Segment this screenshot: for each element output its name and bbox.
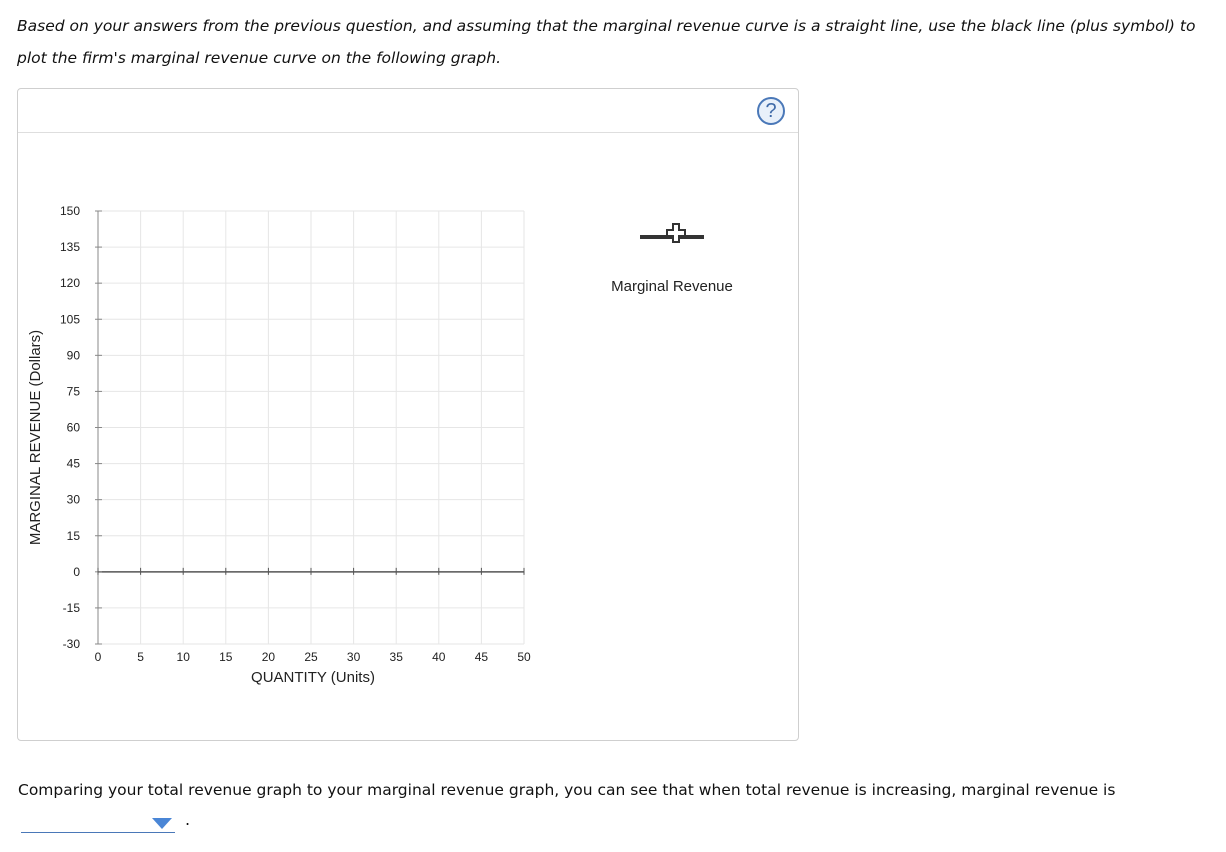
x-axis-title: QUANTITY (Units) bbox=[251, 669, 375, 686]
y-tick-label: 45 bbox=[66, 456, 80, 471]
x-tick-label: 10 bbox=[176, 650, 190, 664]
x-tick-label: 0 bbox=[94, 650, 102, 664]
grid-layer bbox=[98, 211, 524, 644]
x-tick-label: 15 bbox=[219, 650, 233, 664]
marginal-revenue-plot-tool[interactable] bbox=[640, 224, 704, 242]
plus-symbol-icon bbox=[667, 224, 685, 242]
help-icon[interactable]: ? bbox=[757, 97, 785, 125]
y-axis-title: MARGINAL REVENUE (Dollars) bbox=[27, 329, 44, 546]
sentence-period: . bbox=[185, 810, 191, 829]
y-tick-label: 135 bbox=[59, 240, 80, 255]
y-tick-label: 15 bbox=[66, 528, 80, 543]
y-tick-label: -30 bbox=[62, 637, 80, 651]
y-tick-label: 105 bbox=[59, 312, 80, 327]
x-tick-label: 35 bbox=[389, 650, 403, 664]
legend-label: Marginal Revenue bbox=[611, 278, 733, 295]
x-tick-label: 25 bbox=[304, 650, 318, 664]
x-tick-label: 50 bbox=[517, 650, 531, 664]
y-tick-label: 0 bbox=[73, 564, 80, 579]
answer-dropdown[interactable] bbox=[21, 812, 175, 833]
y-tick-label: 30 bbox=[66, 492, 80, 507]
x-tick-label: 5 bbox=[137, 650, 144, 664]
tick-layer bbox=[60, 204, 531, 664]
x-tick-label: 40 bbox=[432, 650, 446, 664]
y-tick-label: 90 bbox=[66, 348, 80, 363]
instructions-text: Based on your answers from the previous question, and assuming that the marginal revenue curve is a straight line, use the black line (plus symbol) to plot the firm's marginal revenue curve on the following graph. bbox=[17, 17, 1196, 67]
y-tick-label: 60 bbox=[66, 420, 80, 435]
x-tick-label: 30 bbox=[346, 650, 361, 664]
x-tick-label: 45 bbox=[474, 650, 489, 664]
graph-panel bbox=[17, 88, 799, 741]
x-tick-label: 20 bbox=[261, 650, 276, 664]
y-tick-label: -15 bbox=[62, 600, 80, 615]
y-tick-label: 150 bbox=[59, 204, 80, 218]
chevron-down-icon bbox=[152, 818, 172, 829]
question-text: Comparing your total revenue graph to your marginal revenue graph, you can see that when total revenue is increasing, marginal revenue is bbox=[18, 781, 1116, 799]
y-tick-label: 75 bbox=[66, 384, 80, 399]
marginal-revenue-chart[interactable] bbox=[18, 89, 798, 739]
y-tick-label: 120 bbox=[59, 276, 80, 291]
